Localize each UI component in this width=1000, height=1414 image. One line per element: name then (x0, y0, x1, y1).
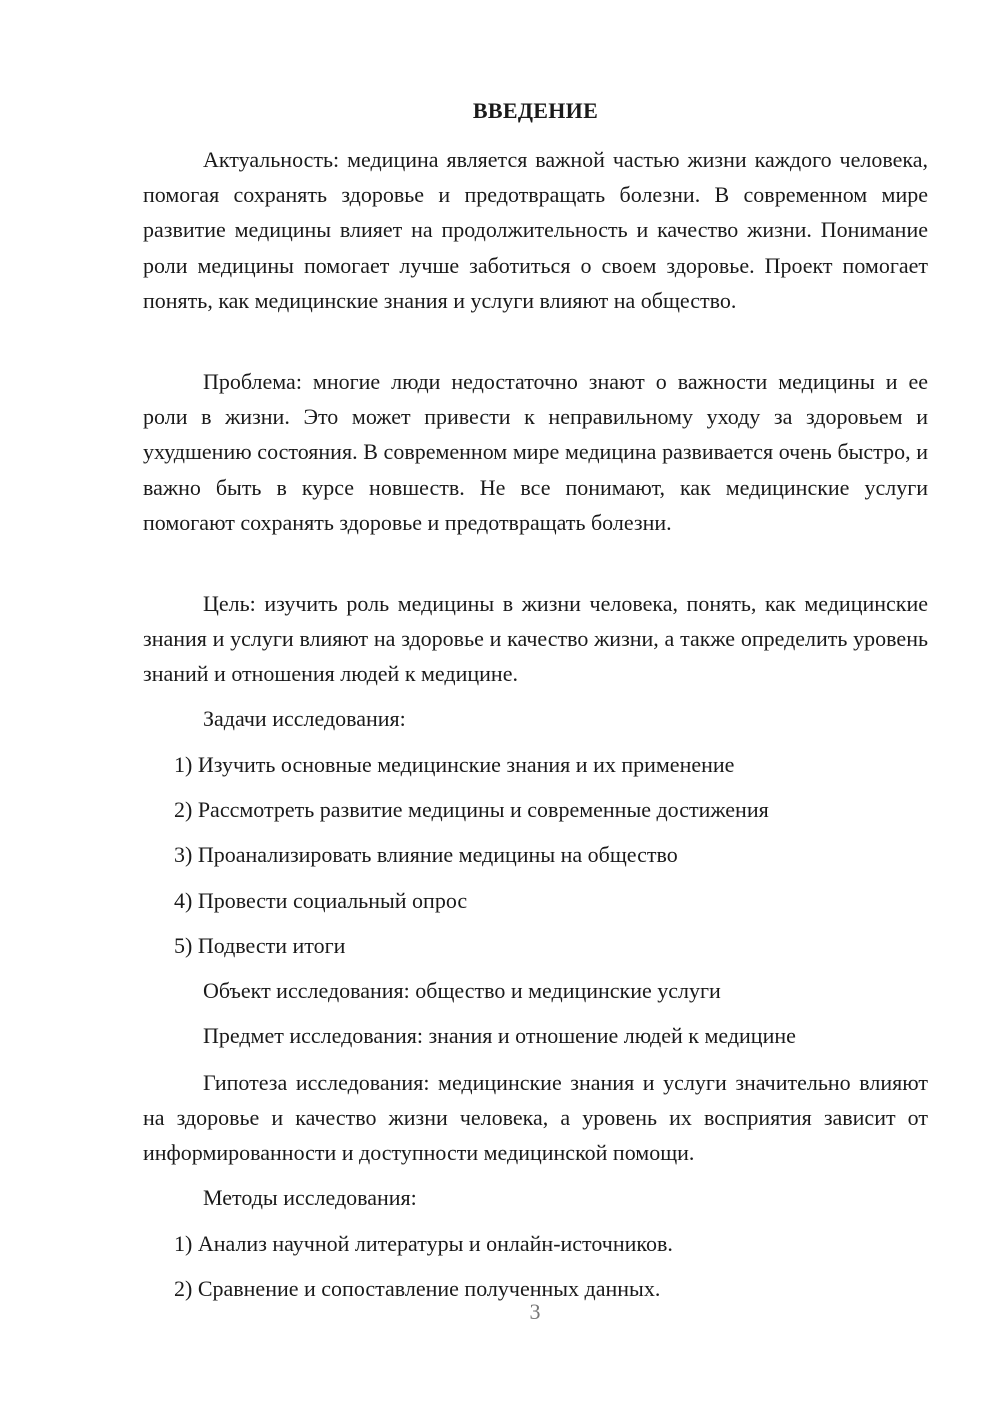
list-item: 1) Анализ научной литературы и онлайн-источников. (174, 1231, 673, 1256)
paragraph-goal: Цель: изучить роль медицины в жизни человека, понять, как медицинские знания и услуги влияют на здоровье и качество жизни, а также определить уровень знаний и отношения людей к медицине. (143, 591, 928, 687)
paragraph-hypothesis: Гипотеза исследования: медицинские знания и услуги значительно влияют на здоровье и качество жизни человека, а уровень их восприятия зависит от информированности и доступности медицинской помощи. (143, 1070, 928, 1166)
page-title: ВВЕДЕНИЕ (472, 98, 599, 123)
list-item: 1) Изучить основные медицинские знания и их применение (174, 752, 735, 777)
paragraph-subject: Предмет исследования: знания и отношение людей к медицине (203, 1023, 796, 1048)
methods-heading: Методы исследования: (203, 1185, 417, 1210)
paragraph-problem: Проблема: многие люди недостаточно знают о важности медицины и ее роли в жизни. Это может привести к неправильному уходу за здоровьем и ухудшению состояния. В современном мире медицина развивается очень быстро, и важно быть в курсе новшеств. Не все понимают, как медицинские услуги помогают сохранять здоровье и предотвращать болезни. (143, 369, 928, 535)
list-item: 2) Рассмотреть развитие медицины и современные достижения (174, 797, 769, 822)
page-number: 3 (529, 1299, 541, 1324)
tasks-heading: Задачи исследования: (203, 706, 406, 731)
list-item: 5) Подвести итоги (174, 933, 346, 958)
paragraph-object: Объект исследования: общество и медицинские услуги (203, 978, 721, 1003)
list-item: 3) Проанализировать влияние медицины на общество (174, 842, 678, 867)
list-item: 2) Сравнение и сопоставление полученных данных. (174, 1276, 661, 1301)
list-item: 4) Провести социальный опрос (174, 888, 468, 913)
paragraph-relevance: Актуальность: медицина является важной частью жизни каждого человека, помогая сохранять здоровье и предотвращать болезни. В современном мире развитие медицины влияет на продолжительность и качество жизни. Понимание роли медицины помогает лучше заботиться о своем здоровье. Проект помогает понять, как медицинские знания и услуги влияют на общество. (143, 147, 928, 313)
